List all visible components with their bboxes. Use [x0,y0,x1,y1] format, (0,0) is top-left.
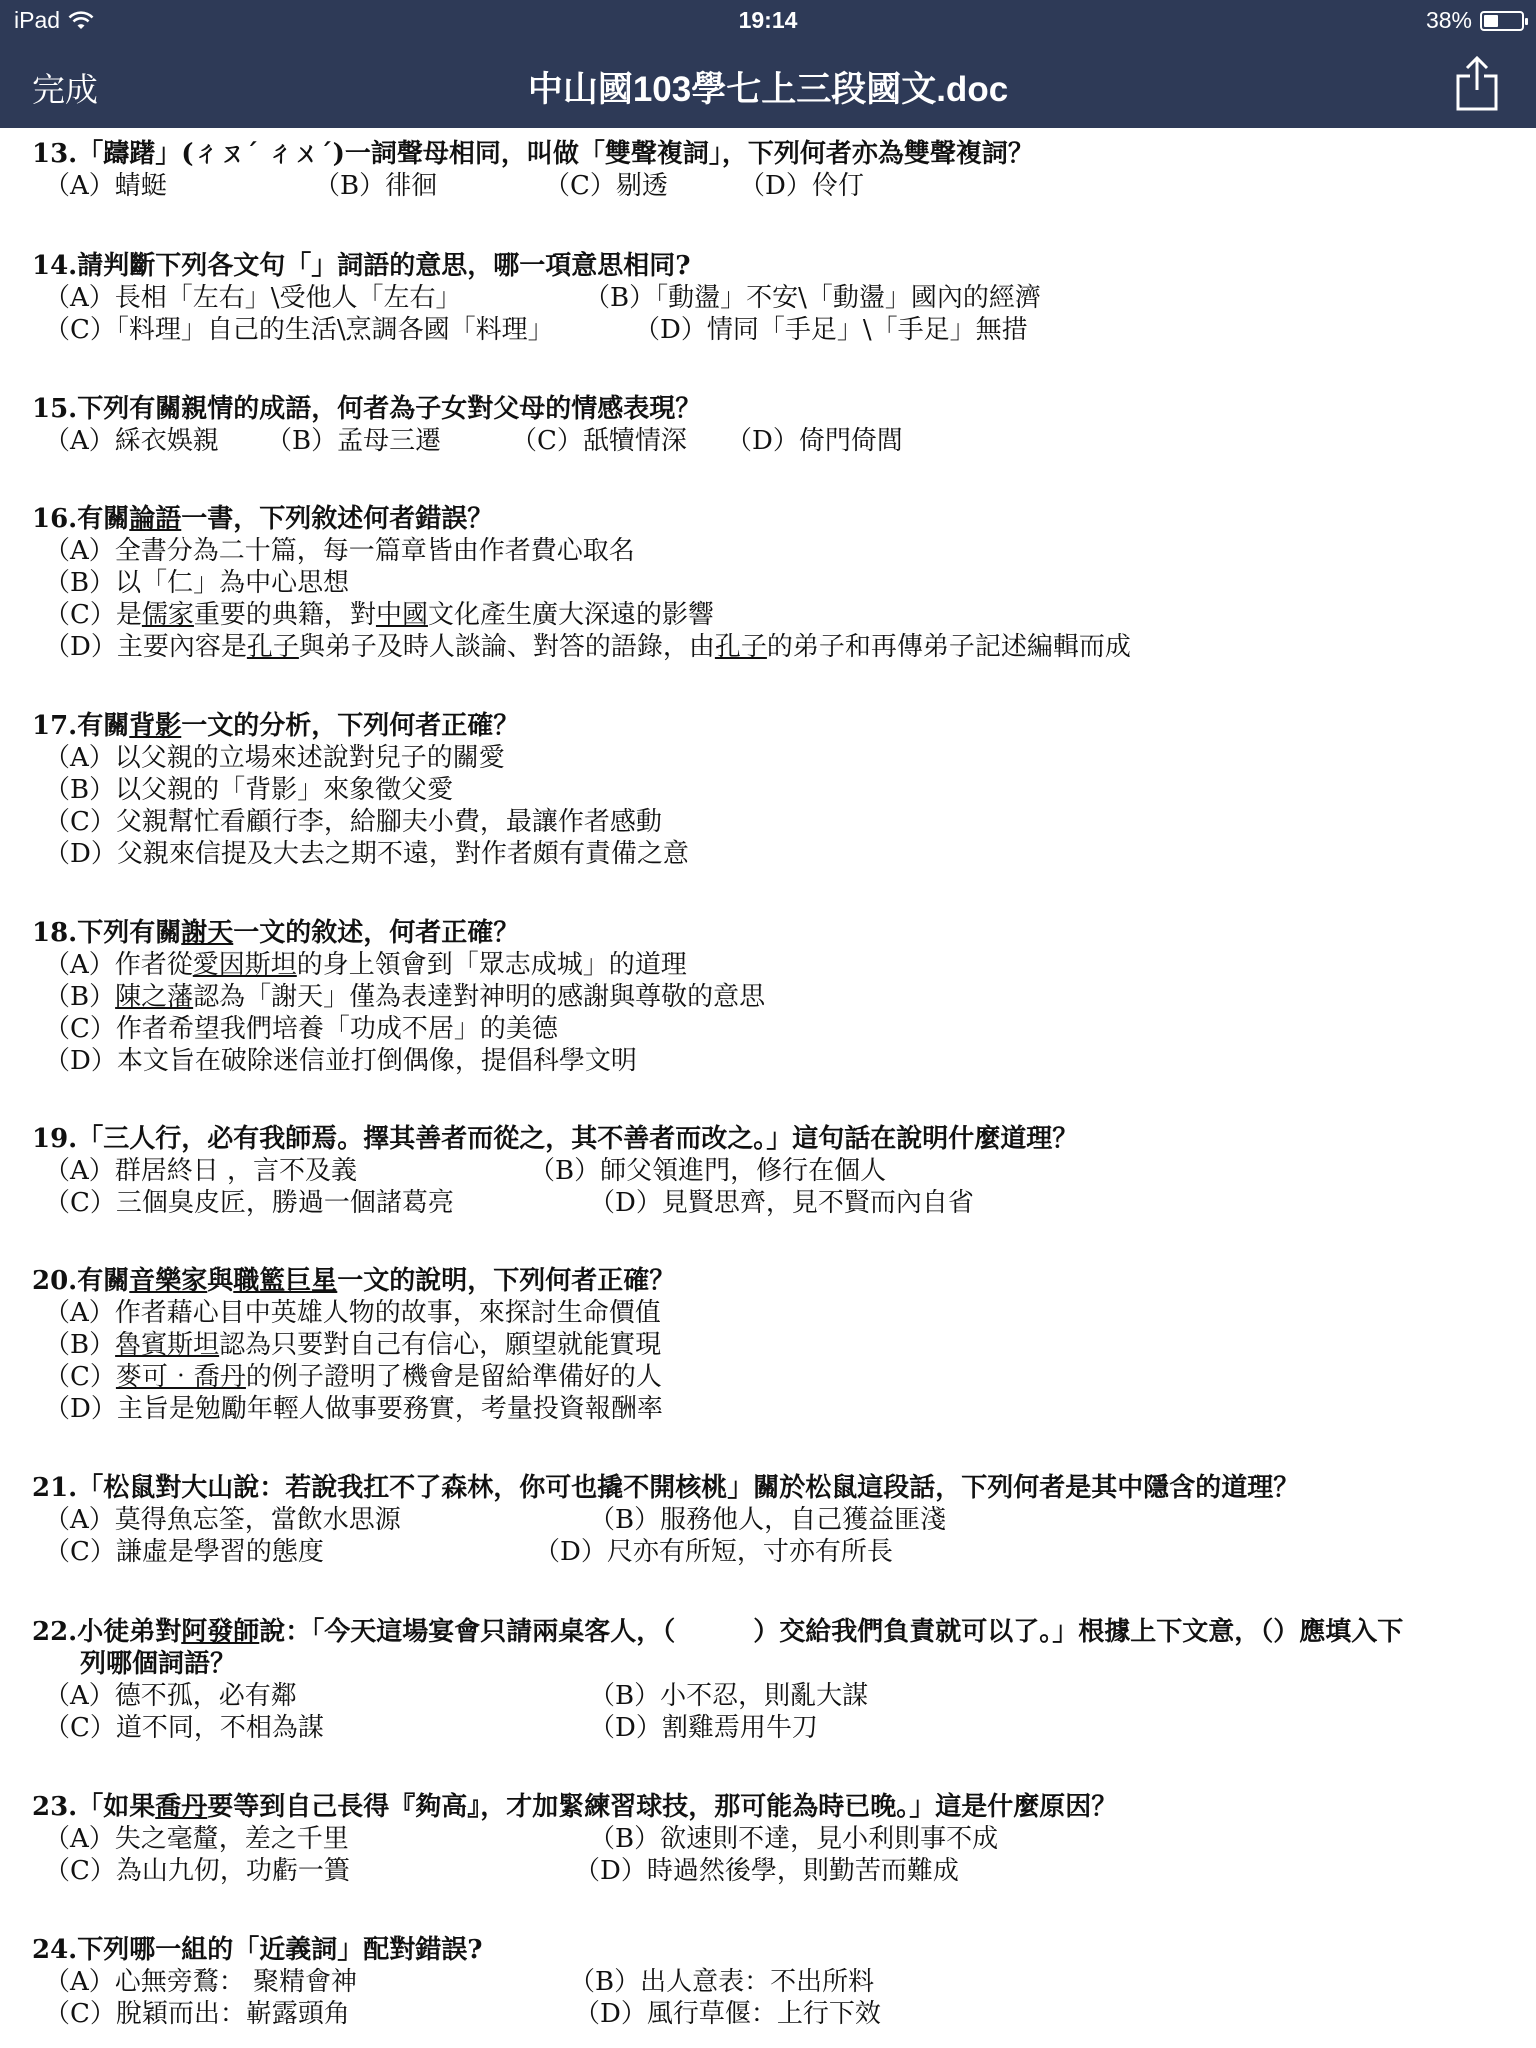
option-c [44,1361,1522,1393]
text-part: 認為只要對自己有信心，願望就能實現 [219,1330,662,1360]
text-part: （B） [44,982,116,1012]
proper-noun: 喬丹 [155,1792,208,1822]
option-b: （B）孟母三遷 [266,426,442,456]
question-number: 24. [32,1935,78,1965]
option-d: （D）伶仃 [739,171,864,201]
option-b: （B）欲速則不達，見小利則事不成 [589,1824,999,1854]
option-d: （D）割雞焉用牛刀 [589,1713,818,1743]
options-row [44,1855,1522,1887]
question-text: 請判斷下列各文句「」詞語的意思，哪一項意思相同? [77,251,691,281]
option-a: （A）長相「左右」\受他人「左右」 [44,283,462,313]
done-button[interactable]: 完成 [32,71,98,108]
options-row [44,1823,1522,1855]
navigation-bar [0,44,1536,128]
text-part: 要等到自己長得『夠高』，才加緊練習球技，那可能為時已晚。」這是什麼原因？ [207,1792,1118,1822]
article-title: 職籃巨星 [233,1266,338,1296]
text-part: 有關 [77,1266,130,1296]
clock: 19:14 [738,7,798,33]
option-c: （C）舐犢情深 [511,426,687,456]
options-row [44,314,1522,346]
text-part: 的身上領會到「眾志成城」的道理 [296,950,687,980]
article-title: 謝天 [181,918,234,948]
text-part: 說：「今天這場宴會只請兩桌客人，（ ）交給我們負責就可以了。」根據上下文意，（）應填入下 [259,1617,1404,1647]
text-part: 的例子證明了機會是留給準備好的人 [245,1362,662,1392]
proper-noun: 魯賓斯坦 [115,1330,220,1360]
text-part: 與弟子及時人談論、對答的語錄，由 [298,632,715,662]
battery-percent: 38% [1425,7,1472,33]
option-d: （D）主旨是勉勵年輕人做事要務實，考量投資報酬率 [44,1394,663,1424]
option-a [44,949,1522,981]
options-row [44,1712,1522,1744]
proper-noun: 陳之藩 [115,982,194,1012]
question-number: 20. [32,1266,78,1296]
share-icon[interactable] [1452,54,1502,112]
options-row [44,1680,1522,1712]
document-content[interactable] [0,128,1536,2048]
question-number: 18. [32,918,78,948]
question-header [32,1616,1522,1680]
options-row [44,1504,1522,1536]
text-part: 一文的說明，下列何者正確？ [337,1266,676,1296]
options-row [44,1536,1522,1568]
text-part: （B） [44,1330,116,1360]
question-15 [32,393,1522,457]
option-b: （B）徘徊 [314,171,438,201]
question-19 [32,1123,1522,1219]
question-header [32,1934,1522,1966]
option-d: （D）見賢思齊，見不賢而內自省 [589,1188,974,1218]
question-number: 22. [32,1617,78,1647]
proper-noun: 孔子 [246,632,299,662]
question-header [32,393,1522,425]
option-b: （B）以「仁」為中心思想 [44,568,350,598]
question-header [32,1123,1522,1155]
proper-noun: 孔子 [714,632,767,662]
question-text: 「松鼠對大山說：若說我扛不了森林，你可也撬不開核桃」關於松鼠這段話，下列何者是其中隱含的道理？ [77,1473,1300,1503]
text-part: （C）是 [44,600,142,630]
question-header [32,250,1522,282]
text-part: 「如果 [77,1792,156,1822]
text-part: （C） [44,1362,116,1392]
text-part: 與 [207,1266,234,1296]
options-row [44,1155,1522,1187]
options-row [44,1187,1522,1219]
text-part: 文化產生廣大深遠的影響 [427,600,714,630]
question-number: 14. [32,251,78,281]
proper-noun: 儒家 [141,600,194,630]
question-text: 下列哪一組的「近義詞」配對錯誤? [77,1935,483,1965]
option-c: （C）為山九仞，功虧一簣 [44,1856,350,1886]
option-b: （B）師父領進門，修行在個人 [529,1156,887,1186]
option-c: （C）作者希望我們培養「功成不居」的美德 [44,1014,558,1044]
option-a: （A）蜻蜓 [44,171,167,201]
option-c: （C）剔透 [544,171,668,201]
option-c: （C）三個臭皮匠，勝過一個諸葛亮 [44,1188,454,1218]
option-a: （A）全書分為二十篇，每一篇章皆由作者費心取名 [44,536,635,566]
text-part: 一書，下列敘述何者錯誤？ [181,504,494,534]
question-header [32,138,1522,170]
question-14 [32,250,1522,346]
question-22 [32,1616,1522,1744]
proper-noun: 中國 [375,600,428,630]
question-number: 15. [32,394,78,424]
option-a: （A）以父親的立場來述說對兒子的關愛 [44,743,505,773]
option-b: （B）以父親的「背影」來象徵父愛 [44,775,454,805]
option-b: （B）「動盪」不安\「動盪」國內的經濟 [584,283,1041,313]
option-c: （C）「料理」自己的生活\烹調各國「料理」 [44,315,554,345]
text-part: 小徒弟對 [77,1617,182,1647]
question-23 [32,1791,1522,1887]
options-row [44,1998,1522,2030]
option-a: （A）失之毫釐，差之千里 [44,1824,349,1854]
question-number: 19. [32,1124,78,1154]
option-c: （C）脫穎而出：嶄露頭角 [44,1999,350,2029]
option-c [44,599,1522,631]
question-header [32,503,1522,535]
question-header [32,1791,1522,1823]
text-part: 重要的典籍，對 [193,600,376,630]
question-text: 下列有關親情的成語，何者為子女對父母的情感表現？ [77,394,702,424]
option-a: （A）作者藉心目中英雄人物的故事，來探討生命價值 [44,1298,661,1328]
option-b [44,1329,1522,1361]
text-part: 一文的分析，下列何者正確？ [181,711,520,741]
option-d: （D）倚門倚閭 [726,426,903,456]
text-part: （D）主要內容是 [44,632,247,662]
option-c: （C）道不同，不相為謀 [44,1713,324,1743]
options-row [44,170,1522,202]
option-b: （B）出人意表：不出所料 [569,1967,875,1997]
article-title: 音樂家 [129,1266,208,1296]
status-bar [0,0,1536,44]
option-b: （B）服務他人，自己獲益匪淺 [589,1505,947,1535]
option-b: （B）小不忍，則亂大謀 [589,1681,869,1711]
option-b [44,981,1522,1013]
battery-fill [1484,15,1498,27]
question-header [32,710,1522,742]
question-17 [32,710,1522,870]
proper-noun: 阿發師 [181,1617,260,1647]
book-title: 論語 [129,504,182,534]
question-header [32,1265,1522,1297]
question-text: 「三人行，必有我師焉。擇其善者而從之，其不善者而改之。」這句話在說明什麼道理？ [77,1124,1079,1154]
battery-icon [1480,11,1524,31]
option-a: （A）綵衣娛親 [44,426,219,456]
text-part: （A）作者從 [44,950,193,980]
option-d: （D）父親來信提及大去之期不遠，對作者頗有責備之意 [44,839,689,869]
device-label: iPad [14,7,61,33]
proper-noun: 愛因斯坦 [192,950,297,980]
option-d: （D）情同「手足」\「手足」無措 [634,315,1028,345]
article-title: 背影 [129,711,182,741]
text-part: 下列有關 [77,918,182,948]
option-d: （D）尺亦有所短，寸亦有所長 [534,1537,893,1567]
question-header [32,917,1522,949]
question-number: 13. [32,139,78,169]
option-a: （A）心無旁鶩： 聚精會神 [44,1967,358,1997]
options-row [44,425,1522,457]
question-18 [32,917,1522,1077]
text-part: 有關 [77,711,130,741]
status-right [1426,7,1524,34]
option-d: （D）風行草偃：上行下效 [574,1999,881,2029]
options-row [44,1966,1522,1998]
question-13 [32,138,1522,202]
question-number: 21. [32,1473,78,1503]
option-c: （C）謙虛是學習的態度 [44,1537,324,1567]
text-part: 的弟子和再傳弟子記述編輯而成 [766,632,1131,662]
option-a: （A）群居終日 ，言不及義 [44,1156,358,1186]
text-part: 一文的敘述，何者正確？ [233,918,520,948]
option-d [44,631,1522,663]
text-part: 列哪個詞語？ [80,1649,237,1679]
question-number: 16. [32,504,78,534]
option-a: （A）德不孤，必有鄰 [44,1681,297,1711]
question-header [32,1472,1522,1504]
question-text: 「躊躇」(ㄔㄡˊ ㄔㄨˊ)一詞聲母相同，叫做「雙聲複詞」，下列何者亦為雙聲複詞？ [77,139,1034,169]
question-16 [32,503,1522,663]
option-a: （A）莫得魚忘筌，當飲水思源 [44,1505,401,1535]
text-part: 認為「謝天」僅為表達對神明的感謝與尊敬的意思 [193,982,766,1012]
question-21 [32,1472,1522,1568]
question-number: 23. [32,1792,78,1822]
document-title: 中山國103學七上三段國文.doc [527,70,1009,109]
option-d: （D）時過然後學，則勤苦而難成 [574,1856,959,1886]
proper-noun: 麥可‧喬丹 [115,1362,246,1392]
option-d: （D）本文旨在破除迷信並打倒偶像，提倡科學文明 [44,1046,637,1076]
question-24 [32,1934,1522,2030]
question-number: 17. [32,711,78,741]
options-row [44,282,1522,314]
text-part: 有關 [77,504,130,534]
option-c: （C）父親幫忙看顧行李，給腳夫小費，最讓作者感動 [44,807,662,837]
question-20 [32,1265,1522,1425]
